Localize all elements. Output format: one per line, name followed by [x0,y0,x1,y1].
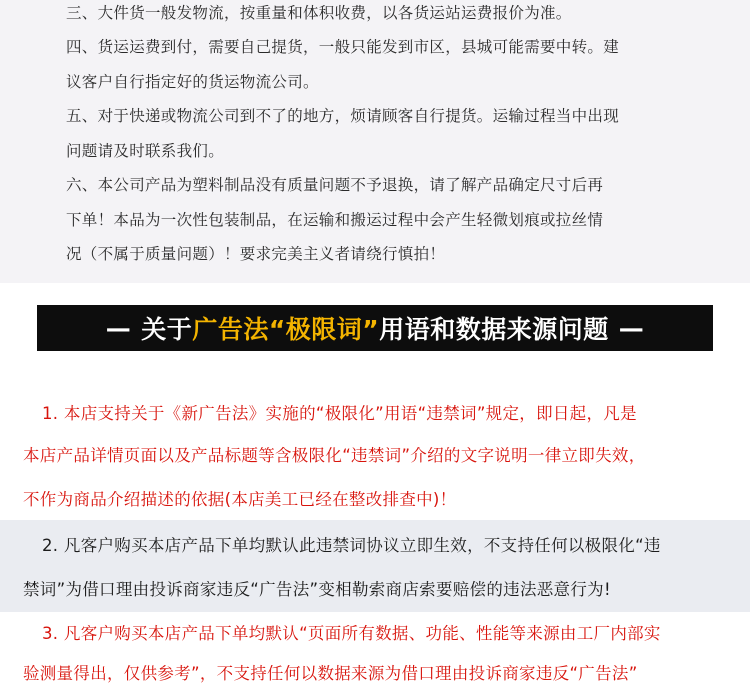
notice-2 [0,520,750,612]
banner-dash-right: — [618,313,645,343]
policy-line-5b: 问题请及时联系我们。 [66,142,225,160]
notice-3 [0,612,750,694]
policy-line-4a: 四、货运运费到付，需要自己提货，一般只能发到市区，县城可能需要中转。建 [66,38,620,56]
policy-line-5a: 五、对于快递或物流公司到不了的地方，烦请顾客自行提货。运输过程当中出现 [66,107,620,125]
ad-law-banner [37,305,713,351]
policy-line-4b: 议客户自行指定好的货运物流公司。 [66,73,319,91]
policy-line-3: 三、大件货一般发物流，按重量和体积收费，以各货运站运费报价为准。 [66,4,572,22]
notice-1 [0,390,750,520]
shipping-policy-section [0,0,750,283]
notice-1-line-1: 1. 本店支持关于《新广告法》实施的“极限化”用语“违禁词”规定，即日起，凡是 [42,404,637,423]
notice-3-line-2: 验测量得出，仅供参考”，不支持任何以数据来源为借口理由投诉商家违反“广告法” [23,664,638,683]
banner-suffix: 用语和数据来源问题 [379,315,609,344]
policy-line-6a: 六、本公司产品为塑料制品没有质量问题不予退换，请了解产品确定尺寸后再 [66,176,604,194]
notice-1-line-3: 不作为商品介绍描述的依据(本店美工已经在整改排查中)！ [23,490,457,509]
notice-3-line-1: 3. 凡客户购买本店产品下单均默认“页面所有数据、功能、性能等来源由工厂内部实 [42,624,661,643]
notice-2-line-2: 禁词”为借口理由投诉商家违反“广告法”变相勒索商店索要赔偿的违法恶意行为! [23,580,611,599]
policy-line-6c: 况（不属于质量问题）！要求完美主义者请绕行慎拍！ [66,245,446,263]
notice-2-line-1: 2. 凡客户购买本店产品下单均默认此违禁词协议立即生效，不支持任何以极限化“违 [42,536,661,555]
banner-highlight: 广告法“极限词” [192,315,380,344]
banner-dash-left: — [105,313,132,343]
notice-1-line-2: 本店产品详情页面以及产品标题等含极限化“违禁词”介绍的文字说明一律立即失效， [23,446,646,465]
policy-line-6b: 下单！本品为一次性包装制品，在运输和搬运过程中会产生轻微划痕或拉丝情 [66,211,604,229]
banner-prefix: 关于 [141,315,193,344]
